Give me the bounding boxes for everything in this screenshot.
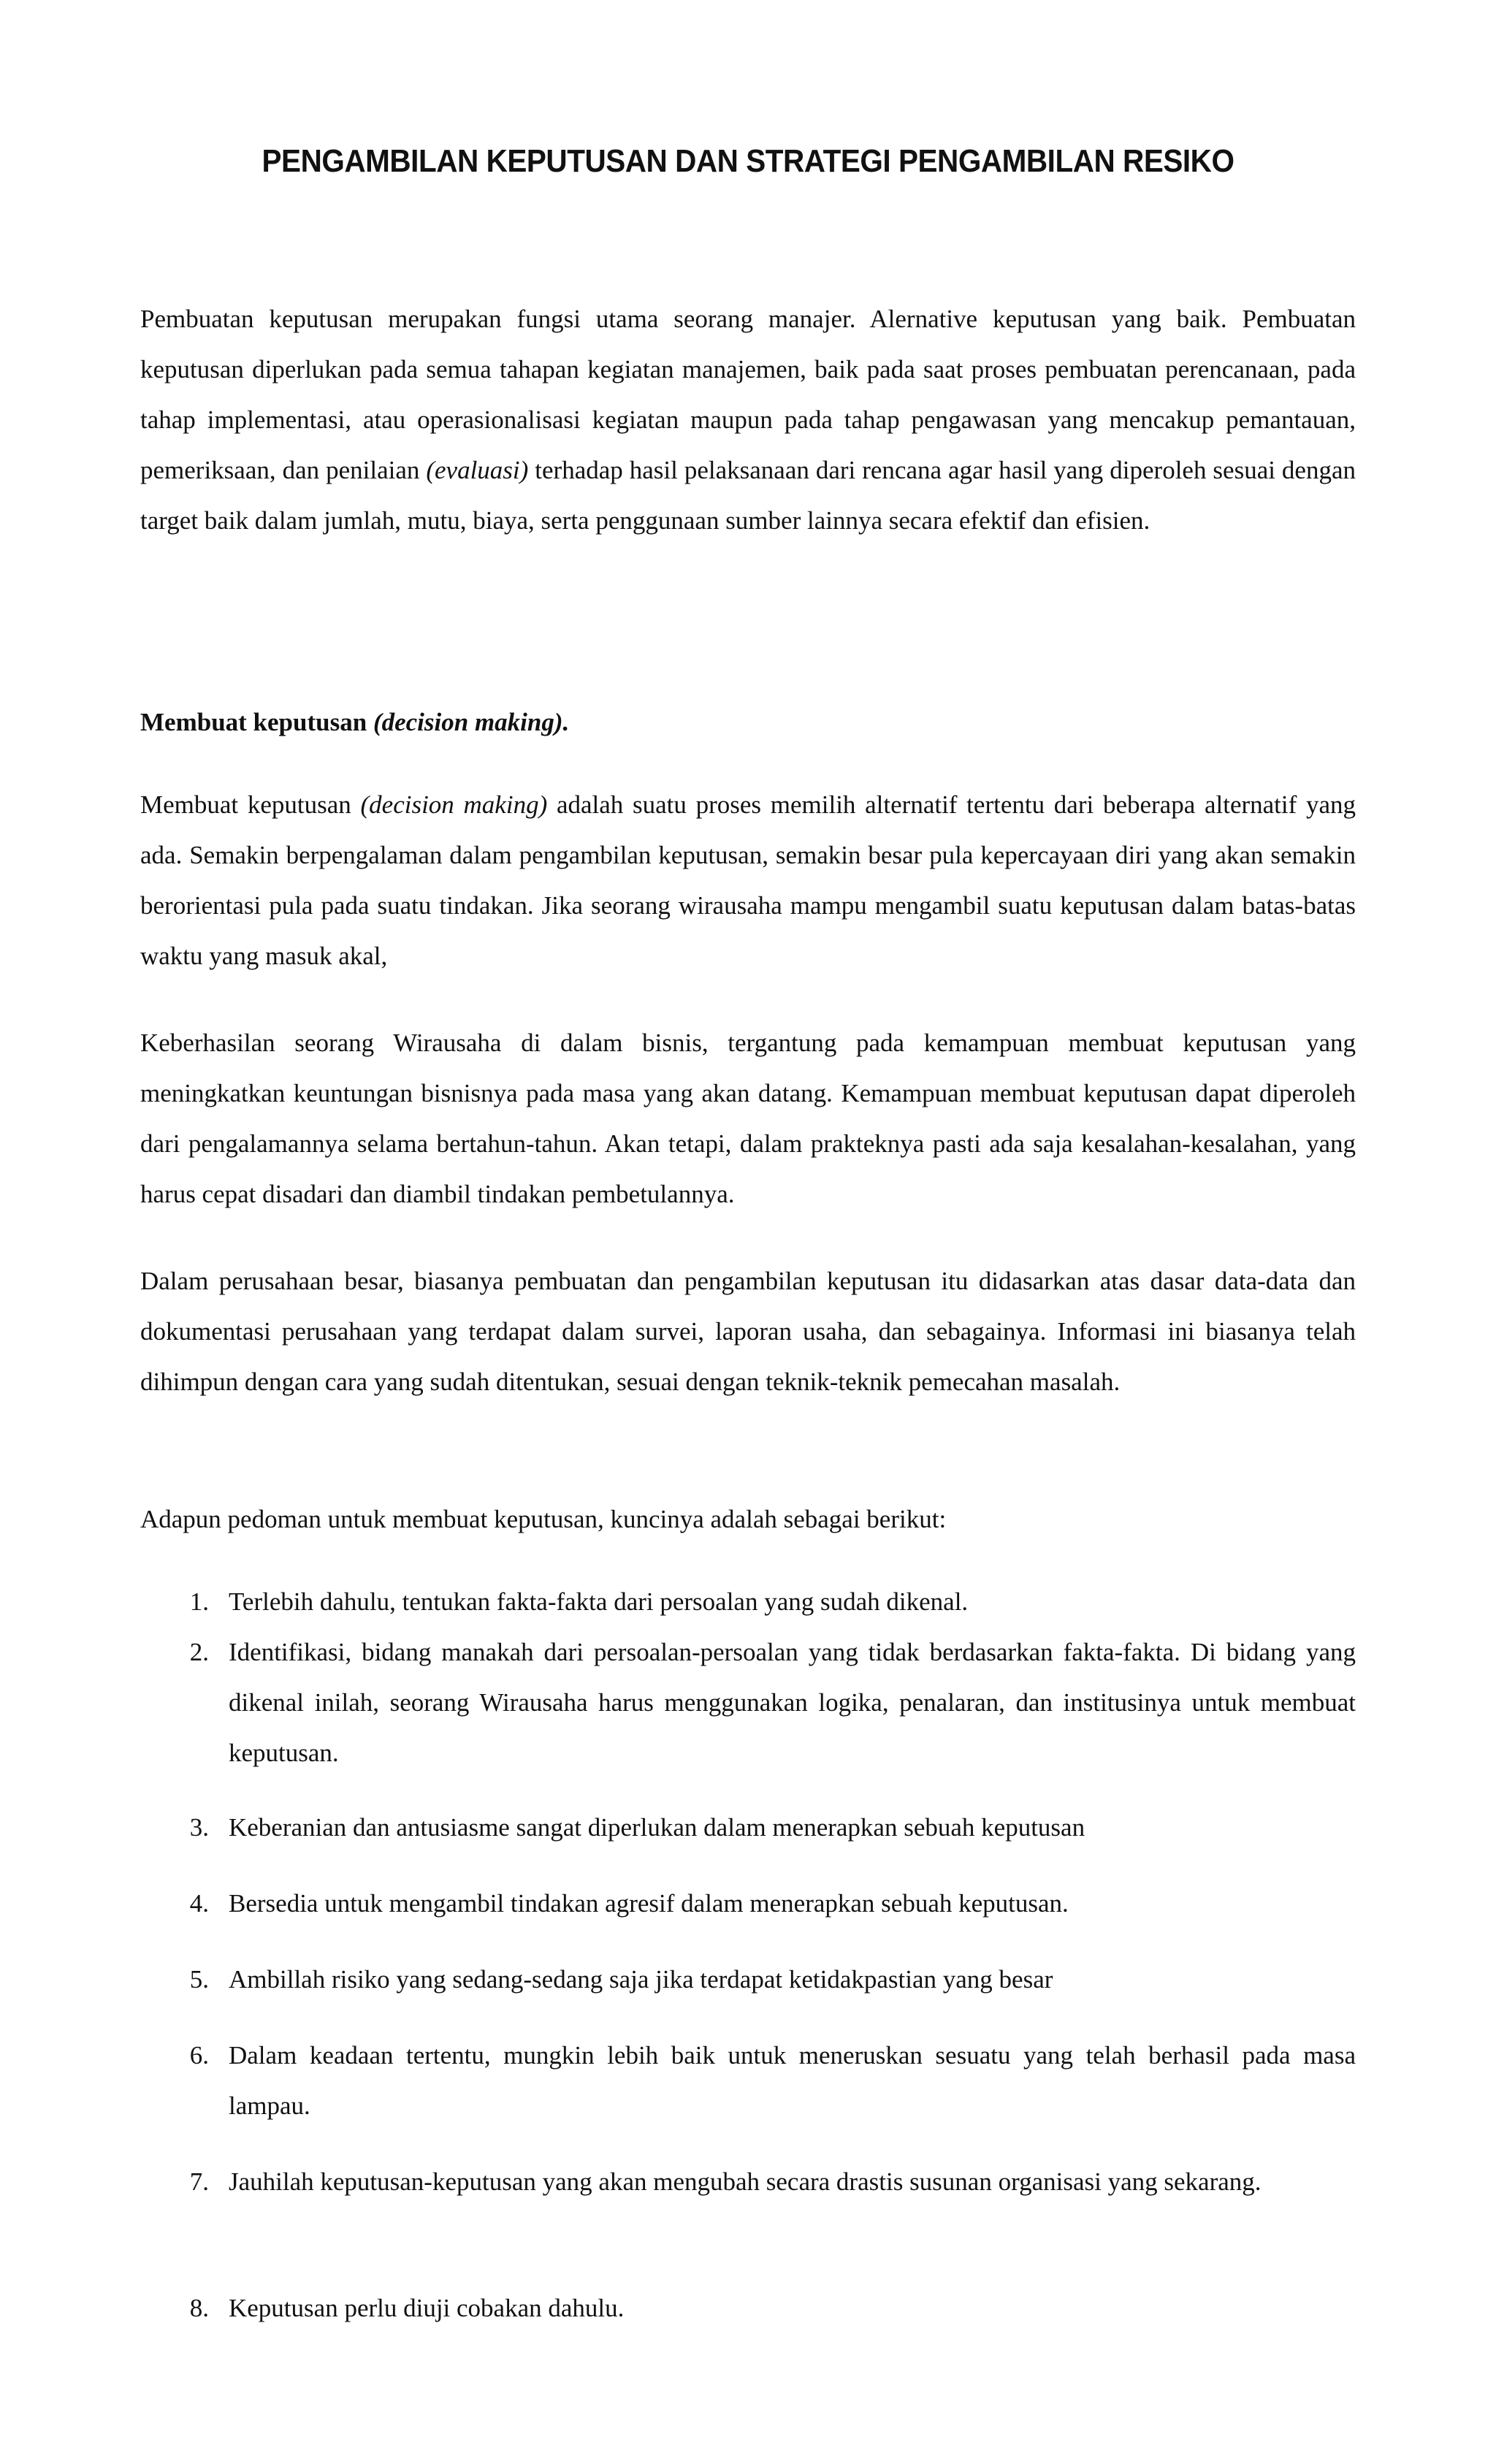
list-number: 3. [189, 1813, 209, 1842]
list-number: 7. [189, 2167, 209, 2196]
list-text: Bersedia untuk mengambil tindakan agresif dalam menerapkan sebuah keputusan. [229, 1889, 1069, 1918]
list-number: 5. [189, 1965, 209, 1994]
intro-text-continued: terhadap hasil pelaksanaan dari rencana agar hasil yang diperoleh sesuai dengan target baik dalam jumlah, mutu, biaya, serta penggunaan sumber lainnya secara efektif dan efisien. [140, 456, 1356, 535]
list-number: 4. [189, 1889, 209, 1918]
list-text: Identifikasi, bidang manakah dari persoalan-persoalan yang tidak berdasarkan fakta-fakta. Di bidang yang dikenal inilah, seorang Wirausaha harus menggunakan logika, penalaran, dan institusinya untuk membuat keputusan. [229, 1638, 1356, 1767]
paragraph-text-continued: adalah suatu proses memilih alternatif tertentu dari beberapa alternatif yang ada. Semakin berpengalaman dalam pengambilan keputusan, semakin besar pula kepercayaan diri yang akan semakin berorientasi pula pada suatu tindakan. Jika seorang wirausaha mampu mengambil suatu keputusan dalam batas-batas waktu yang masuk akal, [140, 790, 1356, 970]
section-heading-italic: (decision making). [373, 708, 570, 736]
document-title: PENGAMBILAN KEPUTUSAN DAN STRATEGI PENGAMBILAN RESIKO [262, 143, 1234, 179]
list-text: Keberanian dan antusiasme sangat diperlukan dalam menerapkan sebuah keputusan [229, 1813, 1085, 1842]
paragraph-decision-making [140, 779, 1356, 981]
paragraph-keberhasilan: Keberhasilan seorang Wirausaha di dalam bisnis, tergantung pada kemampuan membuat keputusan yang meningkatkan keuntungan bisnisnya pada masa yang akan datang. Kemampuan membuat keputusan dapat diperoleh dari pengalamannya selama bertahun-tahun. Akan tetapi, dalam prakteknya pasti ada saja kesalahan-kesalahan, yang harus cepat disadari dan diambil tindakan pembetulannya. [140, 1029, 1356, 1208]
section-heading [140, 697, 569, 747]
section-heading-text: Membuat keputusan [140, 708, 367, 736]
list-text: Keputusan perlu diuji cobakan dahulu. [229, 2294, 625, 2322]
list-number: 8. [189, 2294, 209, 2322]
list-number: 2. [189, 1638, 209, 1666]
list-text: Ambillah risiko yang sedang-sedang saja jika terdapat ketidakpastian yang besar [229, 1965, 1053, 1994]
list-number: 6. [189, 2041, 209, 2070]
list-text: Jauhilah keputusan-keputusan yang akan mengubah secara drastis susunan organisasi yang sekarang. [229, 2167, 1262, 2196]
paragraph-perusahaan-besar: Dalam perusahaan besar, biasanya pembuatan dan pengambilan keputusan itu didasarkan atas dasar data-data dan dokumentasi perusahaan yang terdapat dalam survei, laporan usaha, dan sebagainya. Informasi ini biasanya telah dihimpun dengan cara yang sudah ditentukan, sesuai dengan teknik-teknik pemecahan masalah. [140, 1267, 1356, 1396]
paragraph-text: Membuat keputusan [140, 790, 351, 819]
list-text: Terlebih dahulu, tentukan fakta-fakta dari persoalan yang sudah dikenal. [229, 1587, 969, 1616]
intro-italic-term: (evaluasi) [426, 456, 529, 484]
list-number: 1. [189, 1587, 209, 1616]
list-text: Dalam keadaan tertentu, mungkin lebih baik untuk meneruskan sesuatu yang telah berhasil pada masa lampau. [229, 2041, 1356, 2120]
intro-text: Pembuatan keputusan merupakan fungsi utama seorang manajer. Alernative keputusan yang baik. Pembuatan keputusan diperlukan pada semua tahapan kegiatan manajemen, baik pada saat proses pembuatan perencanaan, pada tahap implementasi, atau operasionalisasi kegiatan maupun pada tahap pengawasan yang mencakup pemantauan, pemeriksaan, dan penilaian [140, 305, 1356, 484]
paragraph-pedoman: Adapun pedoman untuk membuat keputusan, kuncinya adalah sebagai berikut: [140, 1505, 947, 1533]
paragraph-italic-term: (decision making) [360, 790, 548, 819]
intro-paragraph [140, 294, 1356, 546]
